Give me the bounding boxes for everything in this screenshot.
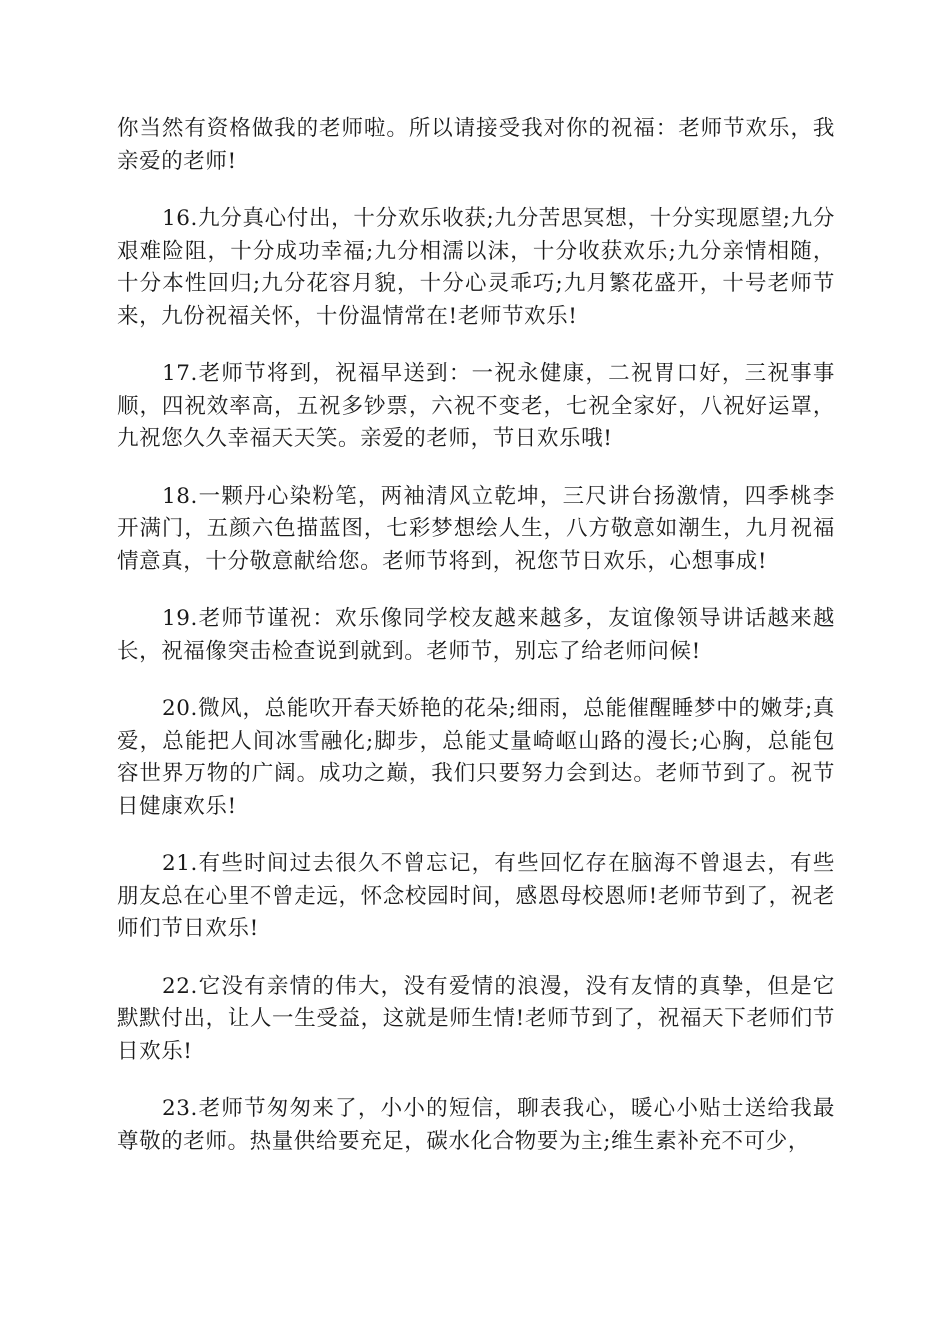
paragraph-18: 18.一颗丹心染粉笔，两袖清风立乾坤，三尺讲台扬激情，四季桃李开满门，五颜六色描蓝图，七彩梦想绘人生，八方敬意如潮生，九月祝福情意真，十分敬意献给您。老师节将到，祝您节日欢乐，心想事成! <box>117 483 835 574</box>
paragraph-16: 16.九分真心付出，十分欢乐收获;九分苦思冥想，十分实现愿望;九分艰难险阻，十分成功幸福;九分相濡以沫，十分收获欢乐;九分亲情相随，十分本性回归;九分花容月貌，十分心灵乖巧;九月繁花盛开，十号老师节来，九份祝福关怀，十份温情常在!老师节欢乐! <box>117 206 835 329</box>
paragraph-continuation: 你当然有资格做我的老师啦。所以请接受我对你的祝福：老师节欢乐，我亲爱的老师! <box>117 116 835 174</box>
paragraph-23: 23.老师节匆匆来了，小小的短信，聊表我心，暖心小贴士送给我最尊敬的老师。热量供给要充足，碳水化合物要为主;维生素补充不可少， <box>117 1096 835 1154</box>
paragraph-22: 22.它没有亲情的伟大，没有爱情的浪漫，没有友情的真挚，但是它默默付出，让人一生受益，这就是师生情!老师节到了，祝福天下老师们节日欢乐! <box>117 973 835 1064</box>
paragraph-17: 17.老师节将到，祝福早送到：一祝永健康，二祝胃口好，三祝事事顺，四祝效率高，五祝多钞票，六祝不变老，七祝全家好，八祝好运罩，九祝您久久幸福天天笑。亲爱的老师，节日欢乐哦! <box>117 361 835 451</box>
paragraph-21: 21.有些时间过去很久不曾忘记，有些回忆存在脑海不曾退去，有些朋友总在心里不曾走远，怀念校园时间，感恩母校恩师!老师节到了，祝老师们节日欢乐! <box>117 851 835 941</box>
document-body <box>117 113 835 1158</box>
paragraph-20: 20.微风，总能吹开春天娇艳的花朵;细雨，总能催醒睡梦中的嫩芽;真爱，总能把人间冰雪融化;脚步，总能丈量崎岖山路的漫长;心胸，总能包容世界万物的广阔。成功之巅，我们只要努力会到达。老师节到了。祝节日健康欢乐! <box>117 696 835 819</box>
paragraph-19: 19.老师节谨祝：欢乐像同学校友越来越多，友谊像领导讲话越来越长，祝福像突击检查说到就到。老师节，别忘了给老师问候! <box>117 606 835 664</box>
